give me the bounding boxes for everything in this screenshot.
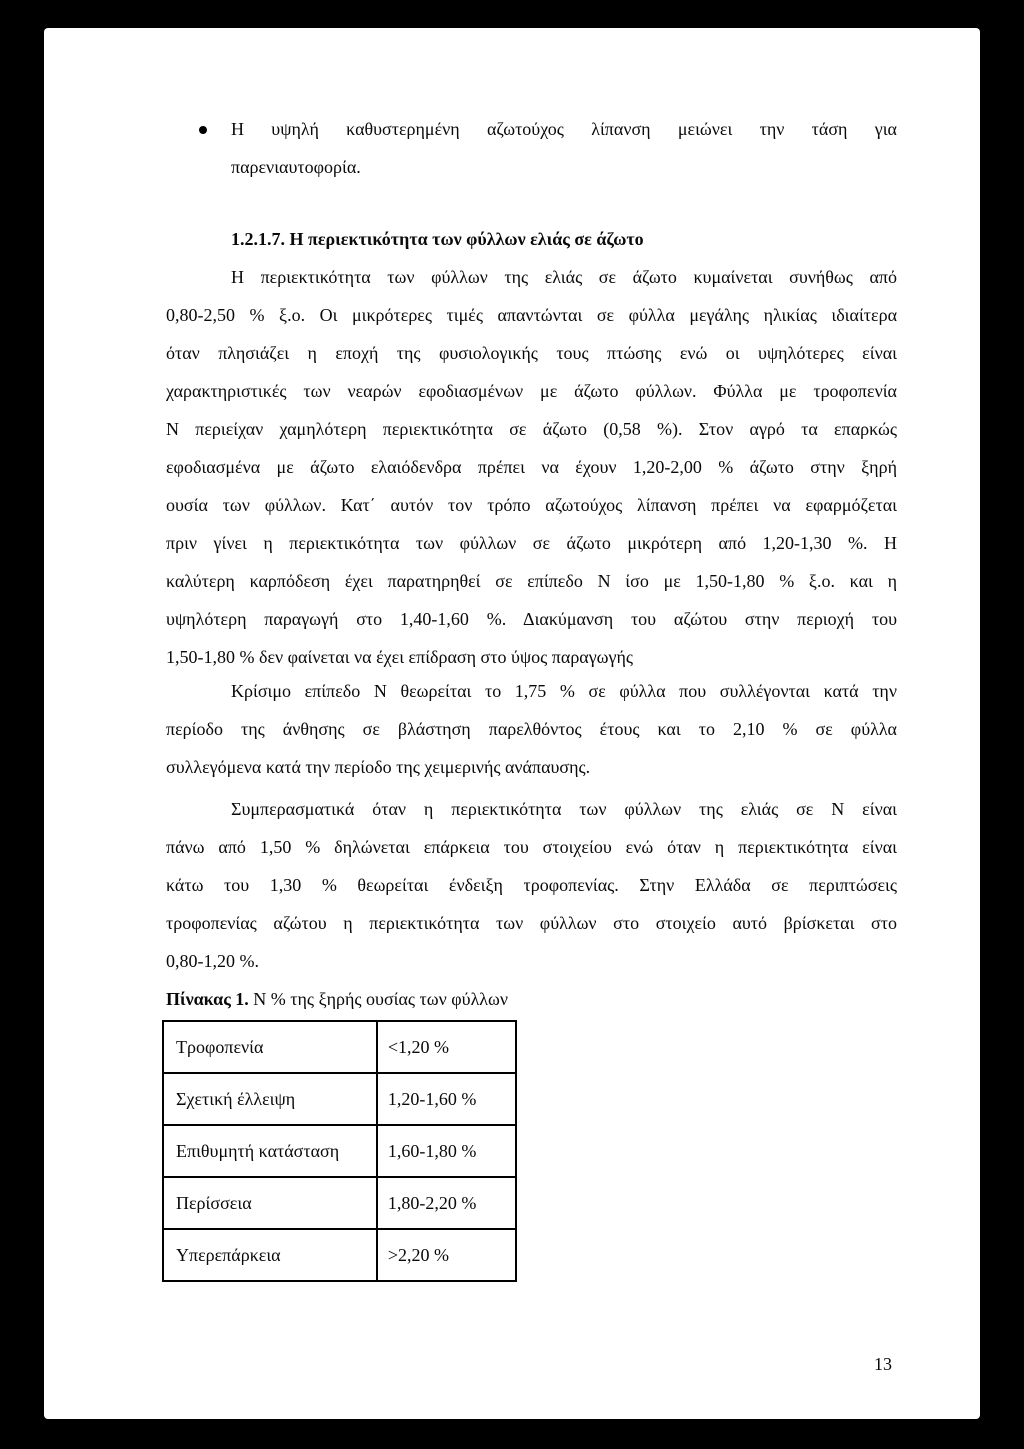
para1-line-6: εφοδιασμένα με άζωτο ελαιόδενδρα πρέπει να έχουν 1,20-2,00 % άζωτο στην ξηρή <box>166 457 897 477</box>
table-cell-range: 1,60-1,80 % <box>377 1125 516 1177</box>
section-heading: 1.2.1.7. Η περιεκτικότητα των φύλλων ελιάς σε άζωτο <box>231 229 644 249</box>
para2-line-2: περίοδο της άνθησης σε βλάστηση παρελθόντος έτους και το 2,10 % σε φύλλα <box>166 719 897 739</box>
para1-line-1: Η περιεκτικότητα των φύλλων της ελιάς σε άζωτο κυμαίνεται συνήθως από <box>231 267 897 287</box>
para2-line-1: Κρίσιμο επίπεδο Ν θεωρείται το 1,75 % σε φύλλα που συλλέγονται κατά την <box>231 681 897 701</box>
bullet-line-1: Η υψηλή καθυστερημένη αζωτούχος λίπανση μειώνει την τάση για <box>231 119 897 139</box>
para1-line-2: 0,80-2,50 % ξ.ο. Οι μικρότερες τιμές απαντώνται σε φύλλα μεγάλης ηλικίας ιδιαίτερα <box>166 305 897 325</box>
table-cell-status: Υπερεπάρκεια <box>163 1229 377 1281</box>
para3-line-4: τροφοπενίας αζώτου η περιεκτικότητα των φύλλων στο στοιχείο αυτό βρίσκεται στο <box>166 913 897 933</box>
para3-line-3: κάτω του 1,30 % θεωρείται ένδειξη τροφοπενίας. Στην Ελλάδα σε περιπτώσεις <box>166 875 897 895</box>
table-cell-status: Σχετική έλλειψη <box>163 1073 377 1125</box>
para3-line-2: πάνω από 1,50 % δηλώνεται επάρκεια του στοιχείου ενώ όταν η περιεκτικότητα είναι <box>166 837 897 857</box>
page-number: 13 <box>874 1354 892 1374</box>
para1-line-4: χαρακτηριστικές των νεαρών εφοδιασμένων με άζωτο φύλλων. Φύλλα με τροφοπενία <box>166 381 897 401</box>
para1-line-11: 1,50-1,80 % δεν φαίνεται να έχει επίδραση στο ύψος παραγωγής <box>166 647 634 667</box>
table-cell-range: <1,20 % <box>377 1021 516 1073</box>
para1-line-7: ουσία των φύλλων. Κατ΄ αυτόν τον τρόπο αζωτούχος λίπανση πρέπει να εφαρμόζεται <box>166 495 897 515</box>
table-cell-status: Επιθυμητή κατάσταση <box>163 1125 377 1177</box>
para1-line-10: υψηλότερη παραγωγή στο 1,40-1,60 %. Διακύμανση του αζώτου στην περιοχή του <box>166 609 897 629</box>
para1-line-9: καλύτερη καρπόδεση έχει παρατηρηθεί σε επίπεδο Ν ίσο με 1,50-1,80 % ξ.ο. και η <box>166 571 897 591</box>
table-cell-range: >2,20 % <box>377 1229 516 1281</box>
para1-line-3: όταν πλησιάζει η εποχή της φυσιολογικής τους πτώσης ενώ οι υψηλότερες είναι <box>166 343 897 363</box>
table-cell-range: 1,80-2,20 % <box>377 1177 516 1229</box>
table-cell-status: Τροφοπενία <box>163 1021 377 1073</box>
table-caption-label: Πίνακας 1. <box>166 989 249 1009</box>
bullet-point-icon <box>199 126 207 134</box>
para1-line-5: Ν περιείχαν χαμηλότερη περιεκτικότητα σε άζωτο (0,58 %). Στον αγρό τα επαρκώς <box>166 419 897 439</box>
table-caption <box>166 988 508 1010</box>
table-row <box>163 1021 516 1073</box>
table-row <box>163 1125 516 1177</box>
table-cell-status: Περίσσεια <box>163 1177 377 1229</box>
table-caption-text: Ν % της ξηρής ουσίας των φύλλων <box>248 989 509 1009</box>
table-row <box>163 1177 516 1229</box>
para2-line-3: συλλεγόμενα κατά την περίοδο της χειμερινής ανάπαυσης. <box>166 757 591 777</box>
para1-line-8: πριν γίνει η περιεκτικότητα των φύλλων σε άζωτο μικρότερη από 1,20-1,30 %. Η <box>166 533 897 553</box>
para3-line-1: Συμπερασματικά όταν η περιεκτικότητα των φύλλων της ελιάς σε Ν είναι <box>231 799 897 819</box>
table-cell-range: 1,20-1,60 % <box>377 1073 516 1125</box>
table-row <box>163 1073 516 1125</box>
bullet-line-2: παρενιαυτοφορία. <box>231 157 361 177</box>
nitrogen-levels-table <box>162 1020 517 1282</box>
table-row <box>163 1229 516 1281</box>
para3-line-5: 0,80-1,20 %. <box>166 951 259 971</box>
